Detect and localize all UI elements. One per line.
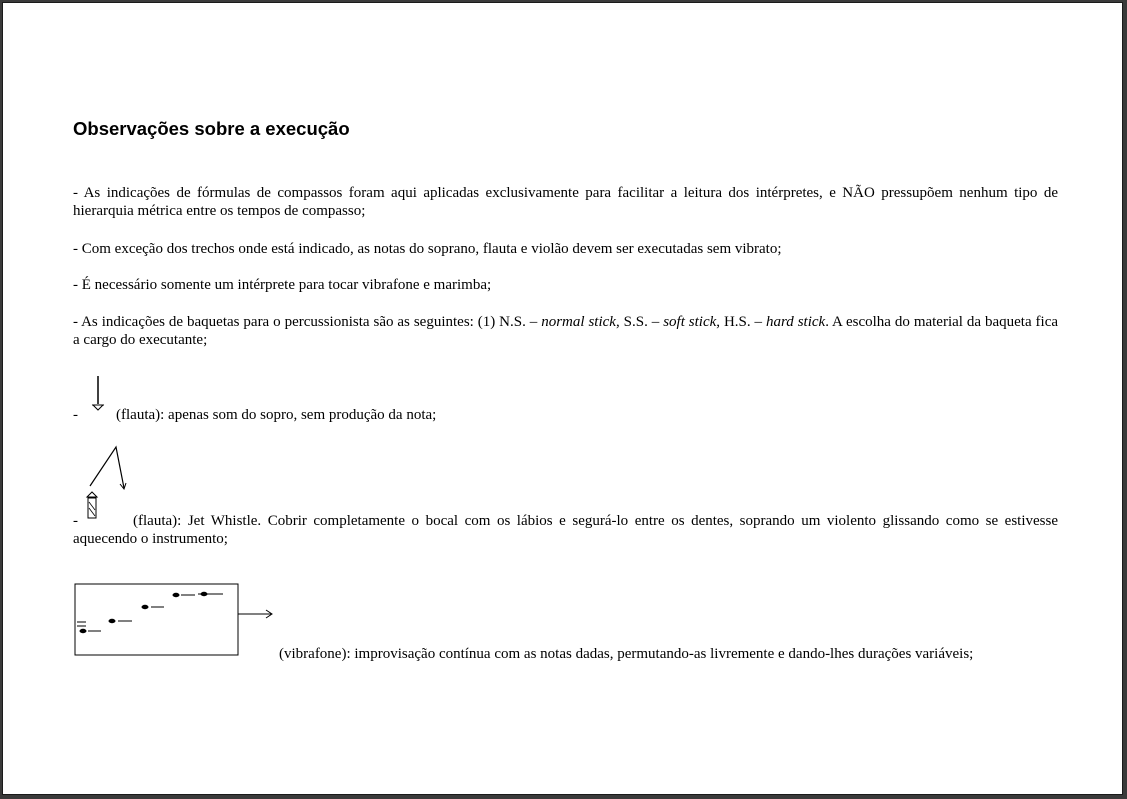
jet-whistle-dash: - [73,513,78,529]
paragraph-percussionist: - É necessário somente um intérprete para tocar vibrafone e marimba; [73,277,492,293]
mallets-text-3: , H.S. – [716,314,766,330]
paragraph-mallets [73,313,1058,349]
paragraph-flute-air: (flauta): apenas som do sopro, sem produção da nota; [116,407,437,423]
paragraph-time-signatures: - As indicações de fórmulas de compassos foram aqui aplicadas exclusivamente para facilitar a leitura dos intérpretes, e NÃO pressupõem nenhum tipo de hierarquia métrica entre os tempos de compasso; [73,185,1058,219]
section-heading: Observações sobre a execução [73,118,350,139]
flute-air-notehead-icon [88,374,110,414]
paragraph-vibrato: - Com exceção dos trechos onde está indicado, as notas do soprano, flauta e violão devem ser executadas sem vibrato; [73,241,782,257]
mallets-hard-stick: hard stick [766,314,826,330]
mallets-text-1: - As indicações de baquetas para o percussionista são as seguintes: (1) N.S. – [73,314,542,330]
flute-air-dash: - [73,407,78,423]
mallets-soft-stick: soft stick [663,314,717,330]
paragraph-vibraphone: (vibrafone): improvisação contínua com as notas dadas, permutando-as livremente e dando-lhes durações variáveis; [279,646,974,662]
mallets-normal-stick: normal stick [541,314,616,330]
paragraph-jet-whistle: (flauta): Jet Whistle. Cobrir completamente o bocal com os lábios e segurá-lo entre os dentes, soprando um violento glissando como se estivesse aquecendo o instrumento; [73,513,1058,547]
mallets-text-4: . A escolha do material da baqueta fica a cargo do executante; [73,314,1059,348]
vibraphone-improvisation-box [74,583,276,658]
mallets-text-2: , S.S. – [615,314,664,330]
